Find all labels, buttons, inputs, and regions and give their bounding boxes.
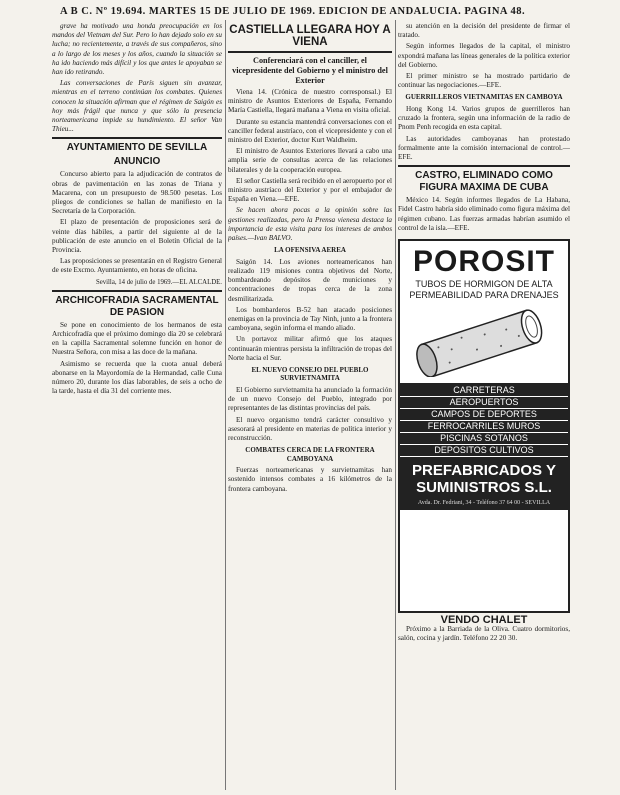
guerrilleros-heading: GUERRILLEROS VIETNAMITAS EN CAMBOYA <box>405 93 563 102</box>
page-header: A B C. Nº 19.694. MARTES 15 DE JULIO DE 1969. EDICION DE ANDALUCIA. PAGINA 48. <box>60 6 526 17</box>
article-text: Las conversaciones de París siguen sin avanzar, mientras en el terreno continúan los combates. Quienes conocen la situación afirman que el régimen de Saigón es hoy más frágil que nunca y que sólo la presencia norteamericana impide su hundimiento. El señor Van Thieu... <box>52 79 222 134</box>
ad-uses-list <box>400 383 568 459</box>
article-text: Se hacen ahora pocas a la opinión sobre las gestiones realizadas, pero la Prensa vienesa destaca la importancia de esta visita para los intereses de ambos países.—Ivan BALVO. <box>228 206 392 243</box>
ad-use-item: DEPOSITOS CULTIVOS <box>400 445 568 457</box>
castiella-subheadline: Conferenciará con el canciller, el vicepresidente del Gobierno y el ministro del Exterior <box>232 56 388 85</box>
castro-headline: CASTRO, ELIMINADO COMO FIGURA MAXIMA DE CUBA <box>415 170 553 194</box>
column-center <box>228 22 392 790</box>
consejo-heading: EL NUEVO CONSEJO DEL PUEBLO SURVIETNAMITA <box>251 365 369 383</box>
column-rule <box>225 20 226 790</box>
porosit-advertisement <box>398 239 570 613</box>
archicofradia-heading: ARCHICOFRADIA SACRAMENTAL DE PASION <box>55 294 219 318</box>
column-right <box>398 22 570 790</box>
ayuntamiento-heading: AYUNTAMIENTO DE SEVILLA <box>66 142 208 154</box>
article-text: grave ha motivado una honda preocupación en los mandos del Vietnam del Sur. Pero lo han dejado solo en su lucha; no recientemente, a través de sus compañeros, sino a lo largo de los meses y los años, cuando la situación se ha ido haciendo más difícil y los que antes le apoyaban se han ido retirando. <box>52 22 222 77</box>
combates-heading: COMBATES CERCA DE LA FRONTERA CAMBOYANA <box>245 446 375 463</box>
signature: Sevilla, 14 de julio de 1969.—EL ALCALDE. <box>95 278 222 286</box>
ad-use-item: FERROCARRILES MUROS <box>400 421 568 433</box>
article-text: Un portavoz militar afirmó que los ataques continuarán mientras persista la infiltración de tropas del Norte hacia el Sur. <box>228 335 392 362</box>
article-text: Se pone en conocimiento de los hermanos de esta Archicofradía que el próximo domingo día 20 se celebrará en la capilla Sacramental solemne función en honor de Nuestra Señora, con misa a las doce de la mañana. <box>52 320 222 357</box>
article-text: Viena 14. (Crónica de nuestro corresponsal.) El ministro de Asuntos Exteriores de España, Fernando María Castiella, llegará mañana a Viena en visita oficial. <box>228 88 392 115</box>
article-text: Los bombarderos B-52 han atacado posiciones enemigas en la provincia de Tay Ninh, junto a la frontera camboyana, según informa el mando aliado. <box>228 305 392 333</box>
section-divider <box>52 290 222 292</box>
article-text: Las autoridades camboyanas han protestado formalmente ante la comisión internacional de control.—EFE. <box>398 134 570 161</box>
anuncio-subheading: ANUNCIO <box>113 156 161 168</box>
ad-use-item: AEROPUERTOS <box>400 397 568 409</box>
article-text: Durante su estancia mantendrá conversaciones con el canciller federal austríaco, con el vicepresidente y con el ministro del Exterior, doctor Kurt Waldheim. <box>228 117 392 145</box>
article-text: Hong Kong 14. Varios grupos de guerrilleros han cruzado la frontera, según una información de la radio de Pnom Penh recogida en esta capital. <box>398 104 570 132</box>
ad-maker-address: Avda. Dr. Fedriani, 34 - Teléfono 37 64 00 - SEVILLA <box>400 499 568 510</box>
article-text: Las proposiciones se presentarán en el Registro General de este Excmo. Ayuntamiento, en horas de oficina. <box>52 257 222 275</box>
article-text: El plazo de presentación de proposiciones será de veinte días hábiles, a partir del siguiente al de la publicación de este anuncio en el Boletín Oficial de la Provincia. <box>52 218 222 255</box>
article-text: su atención en la decisión del presidente de firmar el tratado. <box>398 22 570 40</box>
article-text: El señor Castiella será recibido en el aeropuerto por el ministro austríaco del Exterior y por el embajador de España en Viena.—EFE. <box>228 176 392 204</box>
ad-maker: PREFABRICADOS Y SUMINISTROS S.L. <box>400 459 568 499</box>
ad-use-item: CAMPOS DE DEPORTES <box>400 409 568 421</box>
ofensiva-heading: LA OFENSIVA AEREA <box>274 246 346 255</box>
chalet-ad-title: VENDO CHALET <box>440 613 528 626</box>
article-text: El nuevo organismo tendrá carácter consultivo y asesorará al presidente en materias de política interior y reconstrucción. <box>228 415 392 442</box>
chalet-ad-text: Próximo a la Barriada de la Oliva. Cuatro dormitorios, salón, cocina y jardín. Teléfono 22 20 30. <box>398 625 570 643</box>
column-left <box>52 22 222 790</box>
ad-use-item: CARRETERAS <box>400 385 568 397</box>
section-divider <box>52 137 222 139</box>
section-divider <box>228 51 392 53</box>
column-rule <box>395 20 396 790</box>
article-text: Según informes llegados de la capital, el ministro expondrá mañana las líneas generales de la política exterior del Gobierno. <box>398 42 570 69</box>
ad-brand: POROSIT <box>412 244 555 278</box>
ad-tagline: TUBOS DE HORMIGON DE ALTA PERMEABILIDAD PARA DRENAJES <box>409 278 559 300</box>
article-text: México 14. Según informes llegados de La Habana, Fidel Castro habría sido eliminado como figura máxima del régimen cubano. Las fuerzas armadas habrían asumido el control de la isla.—EFE. <box>398 196 570 232</box>
article-text: El ministro de Asuntos Exteriores llevará a cabo una amplia serie de consultas acerca de las relaciones bilaterales y de la cooperación europea. <box>228 147 392 174</box>
article-text: El Gobierno survietnamita ha anunciado la formación de un nuevo Consejo del Pueblo, integrado por representantes de las distintas provincias del país. <box>228 385 392 413</box>
section-divider <box>398 165 570 167</box>
castiella-headline: CASTIELLA LLEGARA HOY A VIENA <box>229 24 391 48</box>
ad-use-item: PISCINAS SOTANOS <box>400 433 568 445</box>
article-text: Concurso abierto para la adjudicación de contratos de obras de pavimentación en las zonas de Triana y Macarena, con un presupuesto de 98.500 pesetas. Los pliegos de condiciones se hallan de manifiesto en la Secretaría de la Corporación. <box>52 170 222 216</box>
pipe-illustration <box>409 307 559 377</box>
article-text: Saigón 14. Los aviones norteamericanos han realizado 119 misiones contra objetivos del Norte, bombardeando depósitos de municiones y concentraciones de tropas cerca de la zona desmilitarizada. <box>228 257 392 303</box>
article-text: Fuerzas norteamericanas y survietnamitas han sostenido intensos combates a 16 kilómetros de la frontera camboyana. <box>228 466 392 493</box>
article-text: Asimismo se recuerda que la cuota anual deberá abonarse en la Mayordomía de la Hermandad, calle Cuna número 20, durante los días laborables, de seis a ocho de la tarde, hasta el día 31 del corriente mes. <box>52 359 222 396</box>
article-text: El primer ministro se ha mostrado partidario de continuar las negociaciones.—EFE. <box>398 72 570 90</box>
